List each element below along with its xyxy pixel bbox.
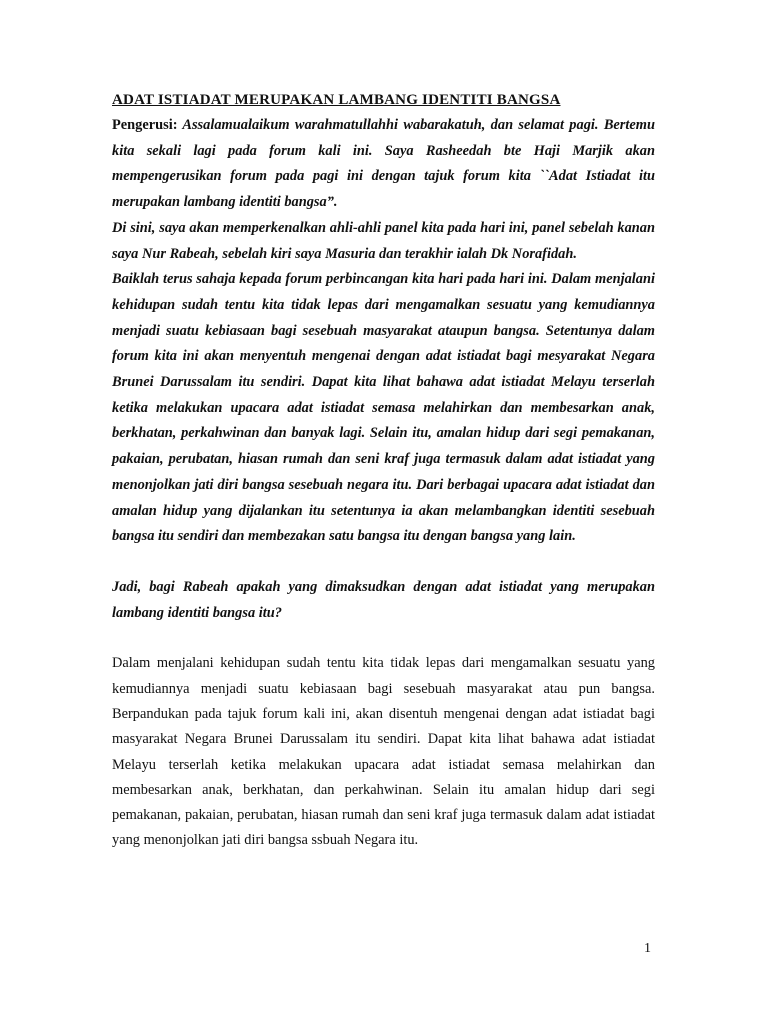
document-page	[112, 92, 655, 854]
discussion-paragraph: Baiklah terus sahaja kepada forum perbincangan kita hari pada hari ini. Dalam menjalani kehidupan sudah tentu kita tidak lepas dari mengamalkan sesuatu yang kemudiannya menjadi suatu kebiasaan bagi sesebuah masyarakat ataupun bangsa. Setentunya dalam forum kita ini akan menyentuh mengenai dengan adat istiadat bagi mesyarakat Negara Brunei Darussalam itu sendiri. Dapat kita lihat bahawa adat istiadat Melayu terserlah ketika melakukan upacara adat istiadat semasa melahirkan dan membesarkan anak, berkhatan, perkahwinan dan banyak lagi. Selain itu, amalan hidup dari segi pemakanan, pakaian, perubatan, hiasan rumah dan seni kraf juga termasuk dalam adat istiadat yang menonjolkan jati diri bangsa sesebuah negara itu. Dari berbagai upacara adat istiadat dan amalan hidup yang dijalankan itu setentunya ia akan melambangkan identiti sesebuah bangsa itu sendiri dan membezakan satu bangsa itu dengan bangsa yang lain.	[112, 271, 655, 545]
answer-paragraph: Dalam menjalani kehidupan sudah tentu kita tidak lepas dari mengamalkan sesuatu yang kemudiannya menjadi suatu kebiasaan bagi sesebuah masyarakat atau pun bangsa. Berpandukan pada tajuk forum kali ini, akan disentuh mengenai dengan adat istiadat bagi masyarakat Negara Brunei Darussalam itu sendiri. Dapat kita lihat bahawa adat istiadat Melayu terserlah ketika melakukan upacara adat istiadat semasa melahirkan dan membesarkan anak, berkhatan, dan perkahwinan. Selain itu amalan hidup dari segi pemakanan, pakaian, perubatan, hiasan rumah dan seni kraf juga termasuk dalam adat istiadat yang menonjolkan jati diri bangsa ssbuah Negara itu.	[112, 655, 655, 849]
question-paragraph: Jadi, bagi Rabeah apakah yang dimaksudkan dengan adat istiadat yang merupakan lambang identiti bangsa itu?	[112, 578, 655, 621]
opening-paragraph	[112, 113, 655, 216]
spacer	[112, 626, 655, 651]
document-title: ADAT ISTIADAT MERUPAKAN LAMBANG IDENTITI BANGSA	[112, 92, 561, 108]
speaker-label: Pengerusi:	[112, 117, 178, 133]
page-number: 1	[644, 941, 651, 956]
intro-panel-paragraph: Di sini, saya akan memperkenalkan ahli-ahli panel kita pada hari ini, panel sebelah kanan saya Nur Rabeah, sebelah kiri saya Masuria dan terakhir ialah Dk Norafidah.	[112, 219, 655, 262]
spacer	[112, 550, 655, 575]
opening-text: Assalamualaikum warahmatullahhi wabarakatuh, dan selamat pagi. Bertemu kita sekali lagi pada forum kali ini. Saya Rasheedah bte Haji Marjik akan mempengerusikan forum pada pagi ini dengan tajuk forum kita ``Adat Istiadat itu merupakan lambang identiti bangsa”.	[112, 117, 655, 211]
